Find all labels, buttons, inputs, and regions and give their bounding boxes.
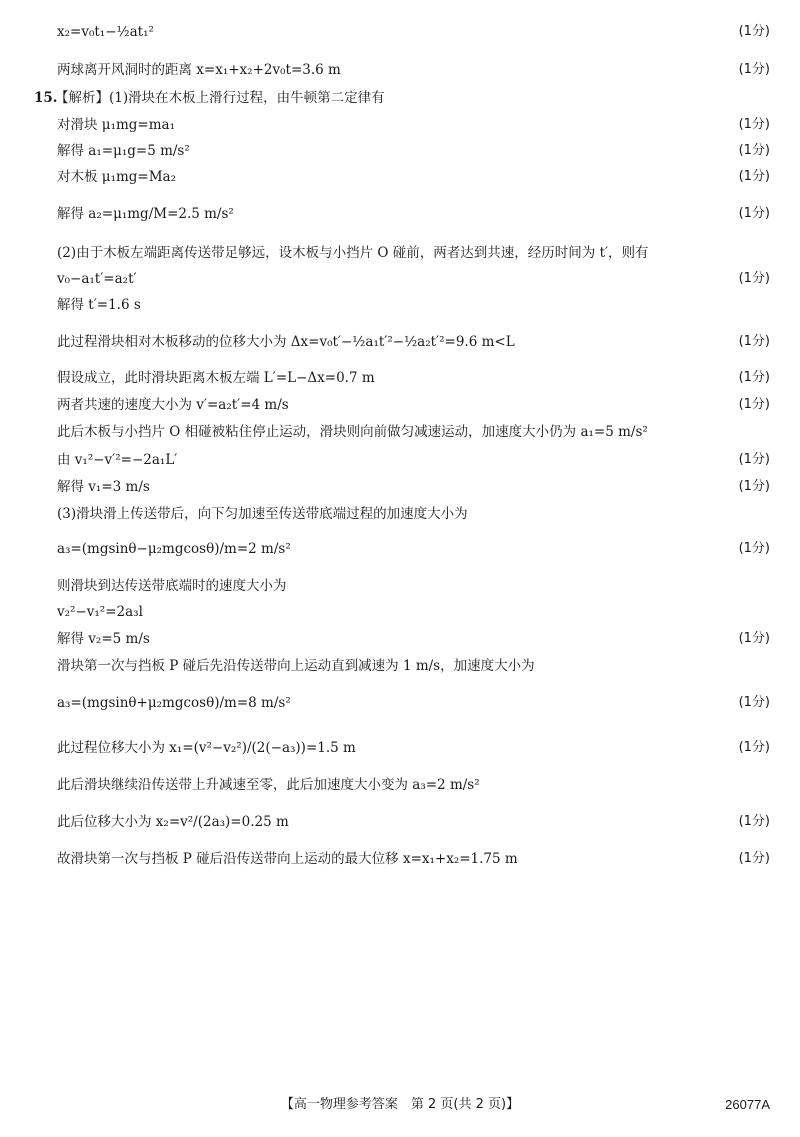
points-label: (1分) [738, 740, 770, 755]
answer-line: (2)由于木板左端距离传送带足够远，设木板与小挡片 O 碰前，两者达到共速，经历时间为 t′，则有 [57, 245, 649, 261]
answer-line: 【解析】(1)滑块在木板上滑行过程，由牛顿第二定律有 [55, 90, 385, 106]
answer-line: a₃=(mgsinθ+μ₂mgcosθ)/m=8 m/s² (1分) [57, 692, 770, 714]
answer-line: 则滑块到达传送带底端时的速度大小为 [57, 578, 287, 594]
answer-line: 解得 v₁=3 m/s (1分) [57, 476, 770, 498]
points-label: (1分) [738, 117, 770, 132]
answer-line: 对滑块 μ₁mg=ma₁ (1分) [57, 114, 770, 136]
answer-line: a₃=(mgsinθ−μ₂mgcosθ)/m=2 m/s² (1分) [57, 538, 770, 560]
answer-line: 解得 a₂=μ₁mg/M=2.5 m/s² (1分) [57, 203, 770, 225]
answer-line: 由 v₁²−v′²=−2a₁L′ (1分) [57, 449, 770, 471]
footer-title: 【高一物理参考答案 第 2 页(共 2 页)】 [280, 1097, 520, 1112]
points-label: (1分) [738, 452, 770, 467]
points-label: (1分) [738, 814, 770, 829]
points-label: (1分) [738, 695, 770, 710]
answer-line: 此过程位移大小为 x₁=(v²−v₂²)/(2(−a₃))=1.5 m (1分) [57, 737, 770, 759]
points-label: (1分) [738, 397, 770, 412]
points-label: (1分) [738, 479, 770, 494]
answer-line: 此后木板与小挡片 O 相碰被粘住停止运动，滑块则向前做匀减速运动，加速度大小仍为 a₁=5 m/s² [57, 424, 648, 440]
question-number: 15. [34, 90, 58, 106]
points-label: (1分) [738, 24, 770, 39]
answer-line: 滑块第一次与挡板 P 碰后先沿传送带向上运动直到减速为 1 m/s，加速度大小为 [57, 658, 535, 674]
answer-line: 解得 v₂=5 m/s (1分) [57, 628, 770, 650]
answer-line: (3)滑块滑上传送带后，向下匀加速至传送带底端过程的加速度大小为 [57, 506, 468, 522]
answer-line: 两者共速的速度大小为 v′=a₂t′=4 m/s (1分) [57, 394, 770, 416]
answer-line: 解得 t′=1.6 s [57, 297, 141, 313]
points-label: (1分) [738, 271, 770, 286]
points-label: (1分) [738, 851, 770, 866]
answer-line: x₂=v₀t₁−½at₁² (1分) [57, 21, 770, 43]
answer-line: v₀−a₁t′=a₂t′ (1分) [57, 268, 770, 290]
answer-line: 两球离开风洞时的距离 x=x₁+x₂+2v₀t=3.6 m (1分) [57, 59, 770, 81]
answer-line: 假设成立，此时滑块距离木板左端 L′=L−Δx=0.7 m (1分) [57, 367, 770, 389]
answer-line: 此后位移大小为 x₂=v²/(2a₃)=0.25 m (1分) [57, 811, 770, 833]
answer-line: 此后滑块继续沿传送带上升减速至零，此后加速度大小变为 a₃=2 m/s² [57, 777, 480, 793]
points-label: (1分) [738, 206, 770, 221]
page-footer [0, 1094, 800, 1116]
answer-line: 此过程滑块相对木板移动的位移大小为 Δx=v₀t′−½a₁t′²−½a₂t′²=9.6 m<L (1分) [57, 331, 770, 353]
document-code: 26077A [725, 1097, 770, 1112]
answer-line: v₂²−v₁²=2a₃l [57, 604, 143, 620]
points-label: (1分) [738, 334, 770, 349]
answer-line: 解得 a₁=μ₁g=5 m/s² (1分) [57, 140, 770, 162]
points-label: (1分) [738, 370, 770, 385]
answer-line: 故滑块第一次与挡板 P 碰后沿传送带向上运动的最大位移 x=x₁+x₂=1.75 m (1分) [57, 848, 770, 870]
points-label: (1分) [738, 62, 770, 77]
points-label: (1分) [738, 541, 770, 556]
points-label: (1分) [738, 169, 770, 184]
points-label: (1分) [738, 143, 770, 158]
points-label: (1分) [738, 631, 770, 646]
answer-line: 对木板 μ₁mg=Ma₂ (1分) [57, 166, 770, 188]
